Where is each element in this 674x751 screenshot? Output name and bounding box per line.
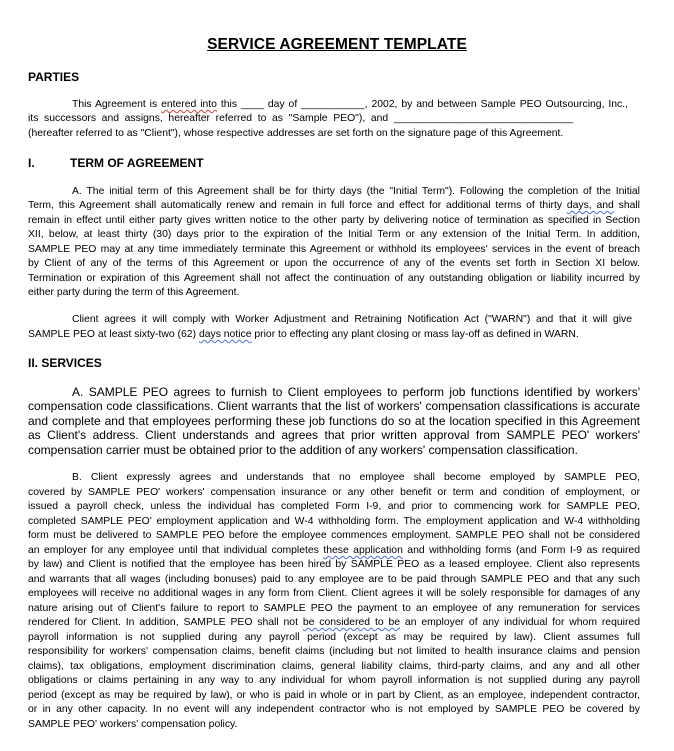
services-heading: II. SERVICES [28,356,102,370]
section-number: I. [28,156,35,170]
paragraph-line: and complete and that employees performing these job functions do so at the location specified in this Agreement [28,414,640,428]
paragraph-line: (hereafter referred to as "Client"), whose respective addresses are set forth on the signature page of this Agreement. [28,128,564,139]
paragraph-line: Client agrees it will comply with Worker Adjustment and Retraining Notification Act ("WARN") and that it will give [72,314,632,325]
paragraph-line: nature arising out of Client's failure to report to SAMPLE PEO the payment to an employee of any remuneration for services [28,603,640,614]
paragraph-line: an employer for any employee until that individual completes these application and withholding forms (and Form I-9 as required [28,545,640,556]
paragraph-line: payroll information is not supplied during any payroll period (except as may be required by law). Client assumes full [28,632,640,643]
paragraph-line: Termination or expiration of this Agreement shall not affect the continuation of any outstanding obligation or liability incurred by [28,273,640,284]
paragraph-line: obligations or claims pertaining in any way to any individual for whom payroll information is not supplied during any payroll [28,675,640,686]
paragraph-line: employees will receive no additional wages in any form from Client. Client agrees it will be solely responsible for damages of any [28,588,640,599]
paragraph-line: SAMPLE PEO at least sixty-two (62) days notice prior to effecting any plant closing or mass lay-off as defined in WARN. [28,329,579,340]
paragraph-line: XII, below, at least thirty (30) days prior to the expiration of the Initial Term or any extension of the Initial Term. In addition, [28,229,640,240]
term-heading [28,156,204,170]
paragraph-line: by Client of any of the terms of this Agreement or upon the occurrence of any of the events set forth in Section XI below. [28,258,640,269]
paragraph-line: SAMPLE PEO may at any time immediately terminate this Agreement or withhold its employees' services in the event of breach [28,244,640,255]
proofing-mark: days, and [566,200,614,211]
parties-heading: PARTIES [28,70,80,84]
paragraph-line: A. SAMPLE PEO agrees to furnish to Client employees to perform job functions identified by workers' [72,385,640,399]
proofing-mark: these application [323,545,403,556]
paragraph-line: covered by SAMPLE PEO' workers' compensation insurance or any other benefit or term and condition of employment, or [28,487,640,498]
paragraph-line: remain in effect until either party gives written notice to the other party by delivering notice of termination as specified in Section [28,215,640,226]
paragraph-line: period (except as may be required by law), or who is paid in whole or in part by Client, as an employee, independent contractor, [28,690,640,701]
paragraph-line: its successors and assigns, hereafter referred to as "Sample PEO"), and _______________________________ [28,113,573,124]
proofing-mark: entered into [161,99,217,110]
paragraph-line: claims), tax obligations, employment discrimination claims, general liability claims, third-party claims, and any and all other [28,661,640,672]
paragraph-line: B. Client expressly agrees and understands that no employee shall become employed by SAMPLE PEO, [72,472,640,483]
paragraph-line: form must be delivered to SAMPLE PEO before the employee commences employment. SAMPLE PEO shall not be considered [28,530,640,541]
paragraph-line: compensation carrier must be obtained prior to the addition of any workers' compensation classification. [28,443,578,457]
paragraph-line: either party during the term of this Agreement. [28,287,240,298]
paragraph-line: This Agreement is entered into this ____ day of ___________, 2002, by and between Sample PEO Outsourcing, Inc., [72,99,628,110]
paragraph-line: Term, this Agreement shall automatically renew and remain in full force and effect for additional terms of thirty days, and shall [28,200,640,211]
paragraph-line: issued a payroll check, unless the individual has completed Form I-9, and prior to commencing work for SAMPLE PEO, [28,501,640,512]
paragraph-line: compensation code classifications. Client warrants that the list of workers' compensation classifications is accurate [28,399,640,413]
paragraph-line: A. The initial term of this Agreement shall be for thirty days (the "Initial Term"). Following the completion of the Initial [72,186,640,197]
paragraph-line: as Client's address. Client understands and agrees that prior written approval from SAMPLE PEO' workers' [28,428,640,442]
document-title: SERVICE AGREEMENT TEMPLATE [207,36,467,53]
paragraph-line: or in any other capacity. In no event will any independent contractor who is not employed by SAMPLE PEO be covered by [28,704,640,715]
paragraph-line: SAMPLE PEO' workers' compensation policy. [28,719,238,730]
paragraph-line: by law) and Client is notified that the employee has been hired by SAMPLE PEO as a leased employee. Client also represents [28,559,640,570]
paragraph-line: completed SAMPLE PEO' employment application and W-4 withholding form. The employment application and W-4 withholding [28,516,640,527]
paragraph-line: and warrants that all wages (including bonuses) paid to any employee are to be paid through SAMPLE PEO and that any such [28,574,640,585]
proofing-mark: be considered to be [302,617,401,628]
paragraph-line: responsibility for workers' compensation claims, benefit claims (including but not limited to health insurance claims and pension [28,646,640,657]
proofing-mark: days notice [198,329,252,340]
paragraph-line: rendered for Client. In addition, SAMPLE PEO shall not be considered to be an employer of any individual for whom required [28,617,640,628]
section-title: TERM OF AGREEMENT [70,156,204,170]
